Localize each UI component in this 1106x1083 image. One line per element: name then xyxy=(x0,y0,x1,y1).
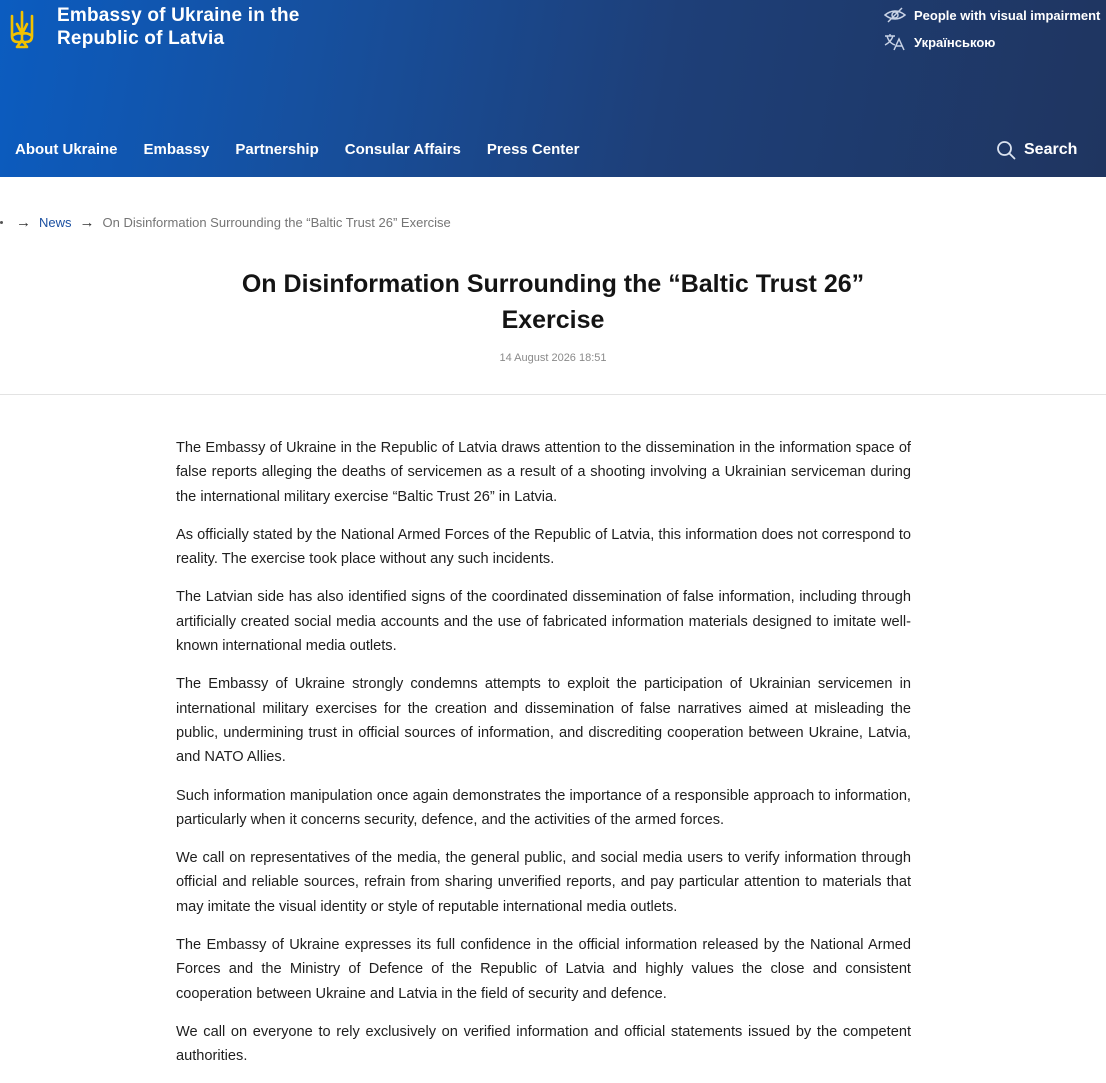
language-switch-label: Українською xyxy=(914,34,996,50)
divider xyxy=(0,394,1106,395)
site-title[interactable]: Embassy of Ukraine in the Republic of Latvia xyxy=(57,5,300,49)
breadcrumb-current: On Disinformation Surrounding the “Baltic Trust 26” Exercise xyxy=(102,214,451,230)
search-icon xyxy=(996,140,1016,160)
article-paragraph: The Embassy of Ukraine expresses its full confidence in the official information released by the National Armed Forces and the Ministry of Defence of the Republic of Latvia and highly values the close and consistent cooperation between Ukraine and Latvia in the field of security and defence. xyxy=(176,937,911,1002)
article-paragraph: The Latvian side has also identified signs of the coordinated dissemination of false information, including through artificially created social media accounts and the use of fabricated information materials designed to imitate well-known international media outlets. xyxy=(176,589,911,655)
nav-item-press-center[interactable]: Press Center xyxy=(486,141,580,158)
nav-item-consular-affairs[interactable]: Consular Affairs xyxy=(344,141,461,158)
visual-impairment-link[interactable] xyxy=(884,4,1104,26)
breadcrumb-arrow-icon: → xyxy=(79,213,95,231)
article-date: 14 August 2026 18:51 xyxy=(499,352,607,364)
trident-logo-icon[interactable] xyxy=(8,10,36,52)
language-switch-link[interactable] xyxy=(884,31,1104,53)
visual-impairment-label: People with visual impairment xyxy=(914,7,1101,23)
nav-item-about-ukraine[interactable]: About Ukraine xyxy=(15,141,118,158)
breadcrumb-home-marker[interactable] xyxy=(0,221,3,224)
page-title: On Disinformation Surrounding the “Baltic Trust 26” Exercise xyxy=(241,270,865,334)
article-paragraph: The Embassy of Ukraine in the Republic of Latvia draws attention to the dissemination in the information space of false reports alleging the deaths of servicemen as a result of a shooting involving a Ukrainian serviceman during the international military exercise “Baltic Trust 26” in Latvia. xyxy=(176,440,911,505)
search-button[interactable] xyxy=(996,139,1077,161)
article-paragraph: The Embassy of Ukraine strongly condemns attempts to exploit the participation of Ukrainian servicemen in international military exercises for the creation and dissemination of false narratives aimed at misleading the public, undermining trust in official sources of information, and discrediting cooperation between Ukraine, Latvia, and NATO Allies. xyxy=(176,676,911,766)
article-paragraph: We call on representatives of the media, the general public, and social media users to verify information through official and reliable sources, refrain from sharing unverified reports, and pay particular attention to materials that may imitate the visual identity or style of reputable international media outlets. xyxy=(176,850,911,915)
main-nav xyxy=(15,139,605,161)
nav-item-embassy[interactable]: Embassy xyxy=(143,141,210,158)
breadcrumb-news-link[interactable]: News xyxy=(39,214,72,230)
breadcrumb xyxy=(0,212,451,232)
article-paragraph: We call on everyone to rely exclusively on verified information and official statements issued by the competent authorities. xyxy=(176,1023,911,1065)
translate-icon xyxy=(884,33,906,51)
article-body xyxy=(176,436,911,1083)
eye-icon xyxy=(884,6,906,24)
site-header xyxy=(0,0,1106,177)
search-label: Search xyxy=(1024,141,1078,158)
utility-links xyxy=(884,4,1104,58)
article-paragraph: Such information manipulation once again demonstrates the importance of a responsible approach to information, particularly when it concerns security, defence, and the activities of the armed forces. xyxy=(176,787,911,828)
breadcrumb-arrow-icon: → xyxy=(16,213,31,231)
nav-item-partnership[interactable]: Partnership xyxy=(235,141,319,158)
article-paragraph: As officially stated by the National Armed Forces of the Republic of Latvia, this information does not correspond to reality. The exercise took place without any such incidents. xyxy=(176,526,911,568)
